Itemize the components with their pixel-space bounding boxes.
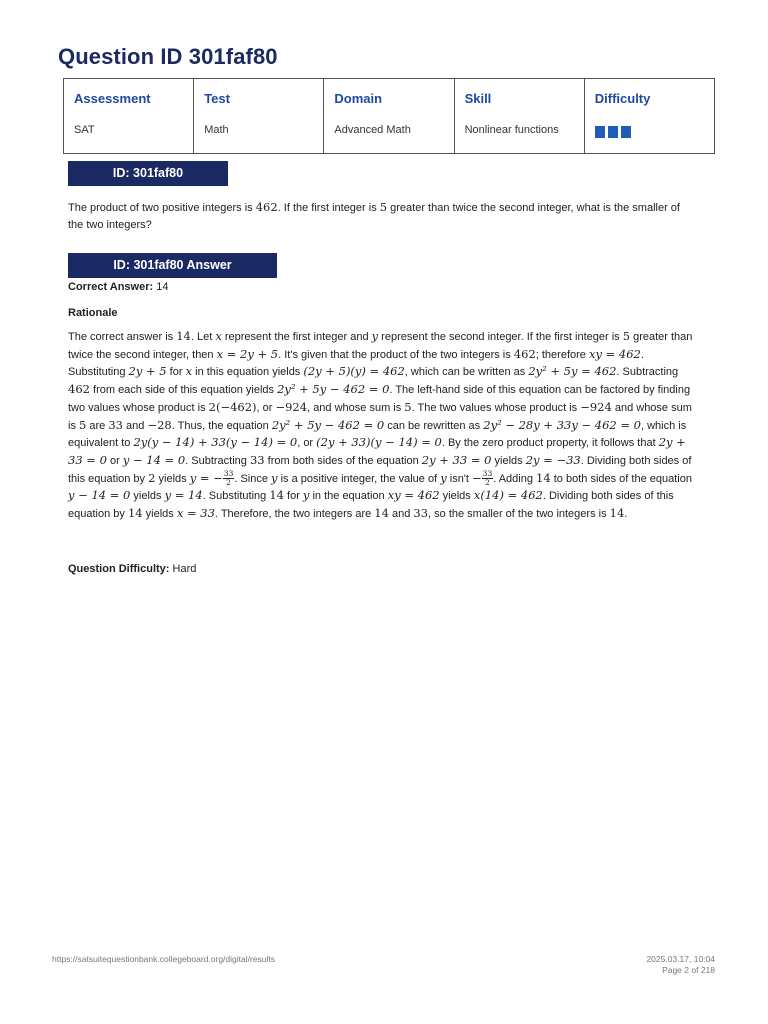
meta-cell-skill [454,79,584,154]
meta-header-assessment: Assessment [74,91,151,106]
footer-datetime: 2025.03.17, 10:04 [646,954,715,964]
rationale-text: The correct answer is 14. Let x represent the first integer and y represent the second integer. If the first integer is 5 greater than twice the second integer, then x = 2y + 5. It's given that the product of the two integers is 462; therefore xy = 462. Substituting 2y + 5 for x in this equation yields (2y + 5)(y) = 462, which can be written as 2y² + 5y = 462. Subtracting 462 from each side of this equation yields 2y² + 5y − 462 = 0. The left-hand side of this equation can be factored by finding two values whose product is 2(−462), or −924, and whose sum is 5. The two values whose product is −924 and whose sum is 5 are 33 and −28. Thus, the equation 2y² + 5y − 462 = 0 can be rewritten as 2y² − 28y + 33y − 462 = 0, which is equivalent to 2y(y − 14) + 33(y − 14) = 0, or (2y + 33)(y − 14) = 0. By the zero product property, it follows that 2y + 33 = 0 or y − 14 = 0. Subtracting 33 from both sides of the equation 2y + 33 = 0 yields 2y = −33. Dividing both sides of this equation by 2 yields y = − $\frac{33}{2}$ . Since y is a positive integer, the value of y isn't − $\frac{33}{2}$ . Adding 14 to both sides of the equation y − 14 = 0 yields y = 14. Substituting 14 for y in the equation xy = 462 yields x(14) = 462. Dividing both sides of this equation by 14 yields x = 33. Therefore, the two integers are 14 and 33, so the smaller of the two integers is 14. [68,329,693,521]
meta-value-skill: Nonlinear functions [464,124,559,136]
footer-url: https://satsuitequestionbank.collegeboard.org/digital/results [52,954,276,964]
meta-cell-test [194,79,324,154]
meta-header-domain: Domain [334,91,383,106]
rationale-heading: Rationale [68,307,118,319]
question-difficulty-value: Hard [169,563,197,575]
page-title: Question ID 301faf80 [58,44,278,69]
correct-answer-label: Correct Answer: [68,281,154,293]
question-difficulty-label: Question Difficulty: [68,563,170,575]
meta-header-skill: Skill [464,91,492,106]
question-id-banner: ID: 301faf80 [68,161,228,186]
meta-header-difficulty: Difficulty [594,91,651,106]
difficulty-bar [595,126,605,138]
answer-id-banner: ID: 301faf80 Answer [68,253,277,278]
difficulty-bar [608,126,618,138]
meta-value-domain: Advanced Math [334,124,411,136]
meta-cell-assessment [64,79,194,154]
correct-answer [68,281,168,293]
meta-header-test: Test [204,91,230,106]
meta-cell-difficulty [584,79,714,154]
fraction: $\frac{33}{2}$ [223,469,234,488]
correct-answer-value: 14 [153,281,169,293]
question-meta-table [63,78,715,154]
difficulty-bar [621,126,631,138]
footer-page-number: Page 2 of 218 [662,965,715,975]
meta-value-test: Math [204,124,229,136]
question-difficulty [68,563,196,575]
footer-info [646,954,715,976]
meta-cell-domain [324,79,454,154]
meta-value-assessment: SAT [74,124,95,136]
question-text: The product of two positive integers is 462. If the first integer is 5 greater than twice the second integer, what is the smaller of the two integers? [68,200,680,231]
difficulty-bars [595,126,704,138]
fraction: $\frac{33}{2}$ [482,469,493,488]
